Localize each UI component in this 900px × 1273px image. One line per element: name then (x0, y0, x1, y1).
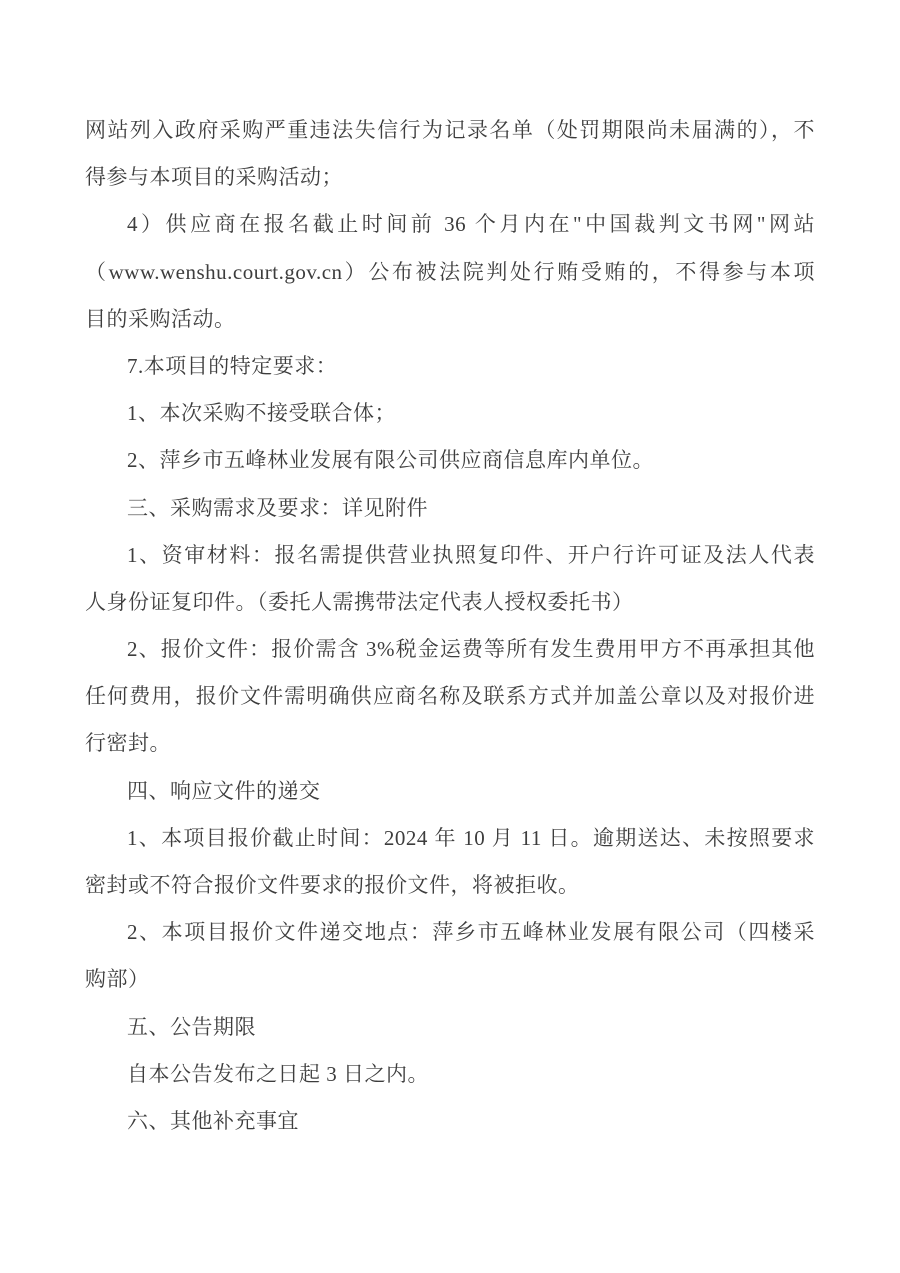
text-line: 密封或不符合报价文件要求的报价文件，将被拒收。 (85, 873, 580, 897)
text-line: （www.wenshu.court.gov.cn）公布被法院判处行贿受贿的，不得参与本项 (85, 259, 815, 284)
text-line: 目的采购活动。 (85, 306, 236, 331)
text-line: 得参与本项目的采购活动； (85, 165, 343, 190)
text-line: 4）供应商在报名截止时间前 36 个月内在"中国裁判文书网"网站 (127, 212, 815, 237)
text-line: 人身份证复印件。（委托人需携带法定代表人授权委托书） (85, 589, 634, 614)
text-line: 三、采购需求及要求：详见附件 (127, 495, 428, 520)
text-line: 五、公告期限 (127, 1014, 256, 1039)
text-line: 任何费用，报价文件需明确供应商名称及联系方式并加盖公章以及对报价进 (85, 684, 815, 709)
text-line: 7.本项目的特定要求： (127, 353, 338, 378)
text-line: 自本公告发布之日起 3 日之内。 (127, 1061, 429, 1086)
text-line: 行密封。 (85, 731, 171, 756)
text-line: 1、本次采购不接受联合体； (127, 401, 396, 426)
text-line: 2、报价文件：报价需含 3%税金运费等所有发生费用甲方不再承担其他 (127, 637, 815, 662)
text-line: 四、响应文件的递交 (127, 778, 321, 803)
text-line: 购部） (85, 967, 150, 992)
text-line: 1、本项目报价截止时间：2024 年 10 月 11 日。逾期送达、未按照要求 (127, 825, 815, 850)
text-line: 六、其他补充事宜 (127, 1108, 299, 1133)
text-line: 1、资审材料：报名需提供营业执照复印件、开户行许可证及法人代表 (127, 542, 815, 567)
text-line: 网站列入政府采购严重违法失信行为记录名单（处罚期限尚未届满的），不 (85, 118, 815, 142)
text-line: 2、萍乡市五峰林业发展有限公司供应商信息库内单位。 (127, 448, 654, 473)
text-line: 2、本项目报价文件递交地点：萍乡市五峰林业发展有限公司（四楼采 (127, 920, 815, 945)
